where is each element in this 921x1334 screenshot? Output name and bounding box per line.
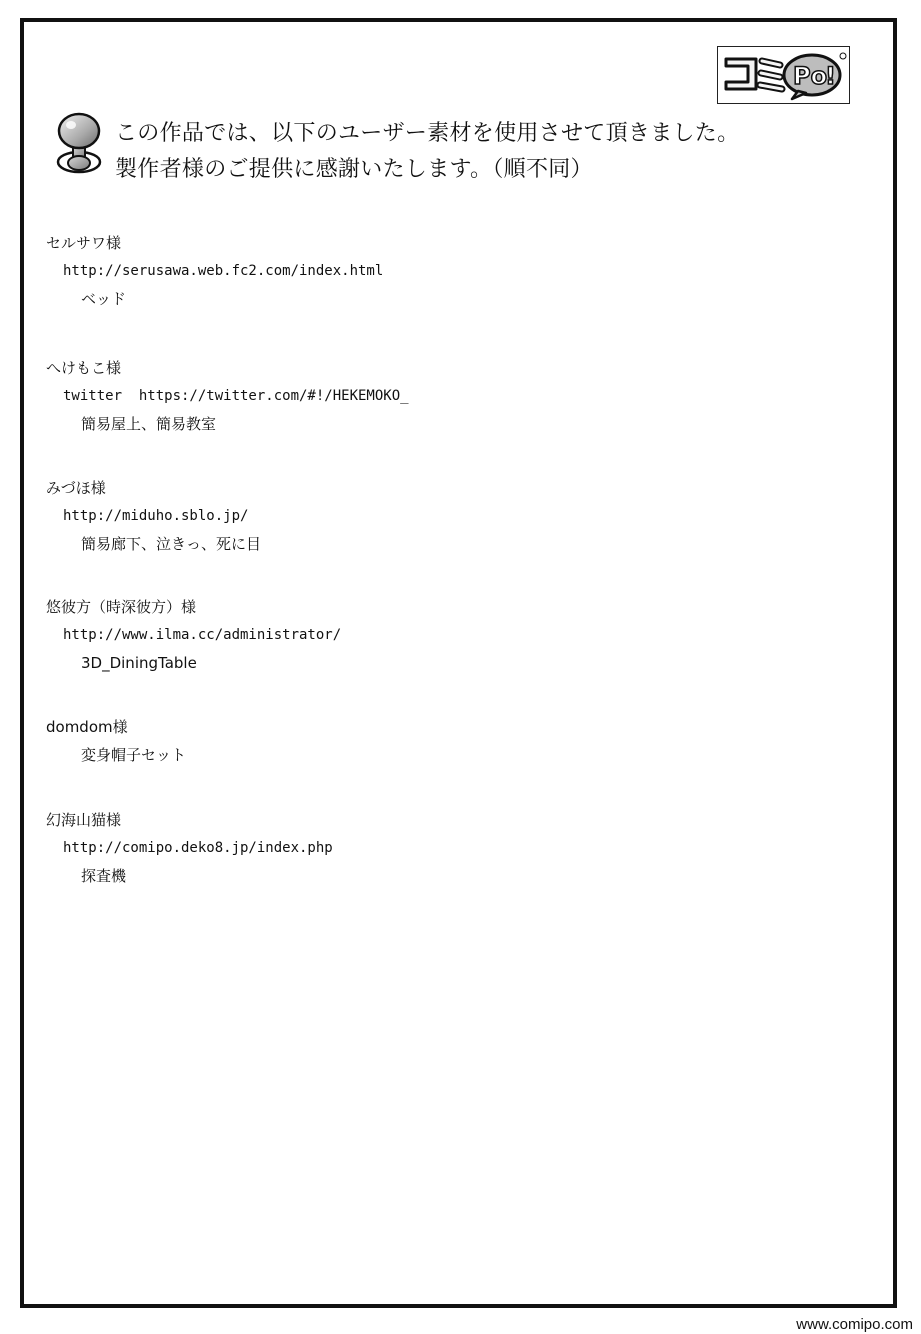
intro-line-2: 製作者様のご提供に感謝いたします。（順不同） <box>115 157 593 182</box>
credit-items: 探査機 <box>81 867 127 885</box>
svg-text:Po: Po <box>793 62 828 90</box>
credit-url: http://miduho.sblo.jp/ <box>63 508 249 524</box>
credit-url: twitter https://twitter.com/#!/HEKEMOKO_ <box>63 388 409 404</box>
credit-author: 悠彼方（時深彼方）様 <box>46 598 197 616</box>
svg-text:!: ! <box>825 62 836 90</box>
credit-author: みづほ様 <box>46 479 106 497</box>
pushpin-icon <box>55 112 105 178</box>
credit-items: ベッド <box>81 290 127 308</box>
footer-url[interactable]: www.comipo.com <box>796 1316 913 1333</box>
credit-author: domdom様 <box>46 718 128 736</box>
intro-line-1: この作品では、以下のユーザー素材を使用させて頂きました。 <box>115 121 740 146</box>
credit-items: 簡易廊下、泣きっ、死に目 <box>81 535 262 553</box>
credit-url: http://comipo.deko8.jp/index.php <box>63 840 333 856</box>
credit-url: http://www.ilma.cc/administrator/ <box>63 627 342 643</box>
credit-items: 変身帽子セット <box>81 746 187 764</box>
credit-items: 3D_DiningTable <box>81 654 197 672</box>
credit-author: へけもこ様 <box>46 359 122 377</box>
comipo-logo <box>717 46 850 104</box>
credit-author: セルサワ様 <box>46 234 122 252</box>
intro-message <box>115 116 739 188</box>
credit-url: http://serusawa.web.fc2.com/index.html <box>63 263 384 279</box>
credit-items: 簡易屋上、簡易教室 <box>81 415 217 433</box>
credit-author: 幻海山猫様 <box>46 811 122 829</box>
